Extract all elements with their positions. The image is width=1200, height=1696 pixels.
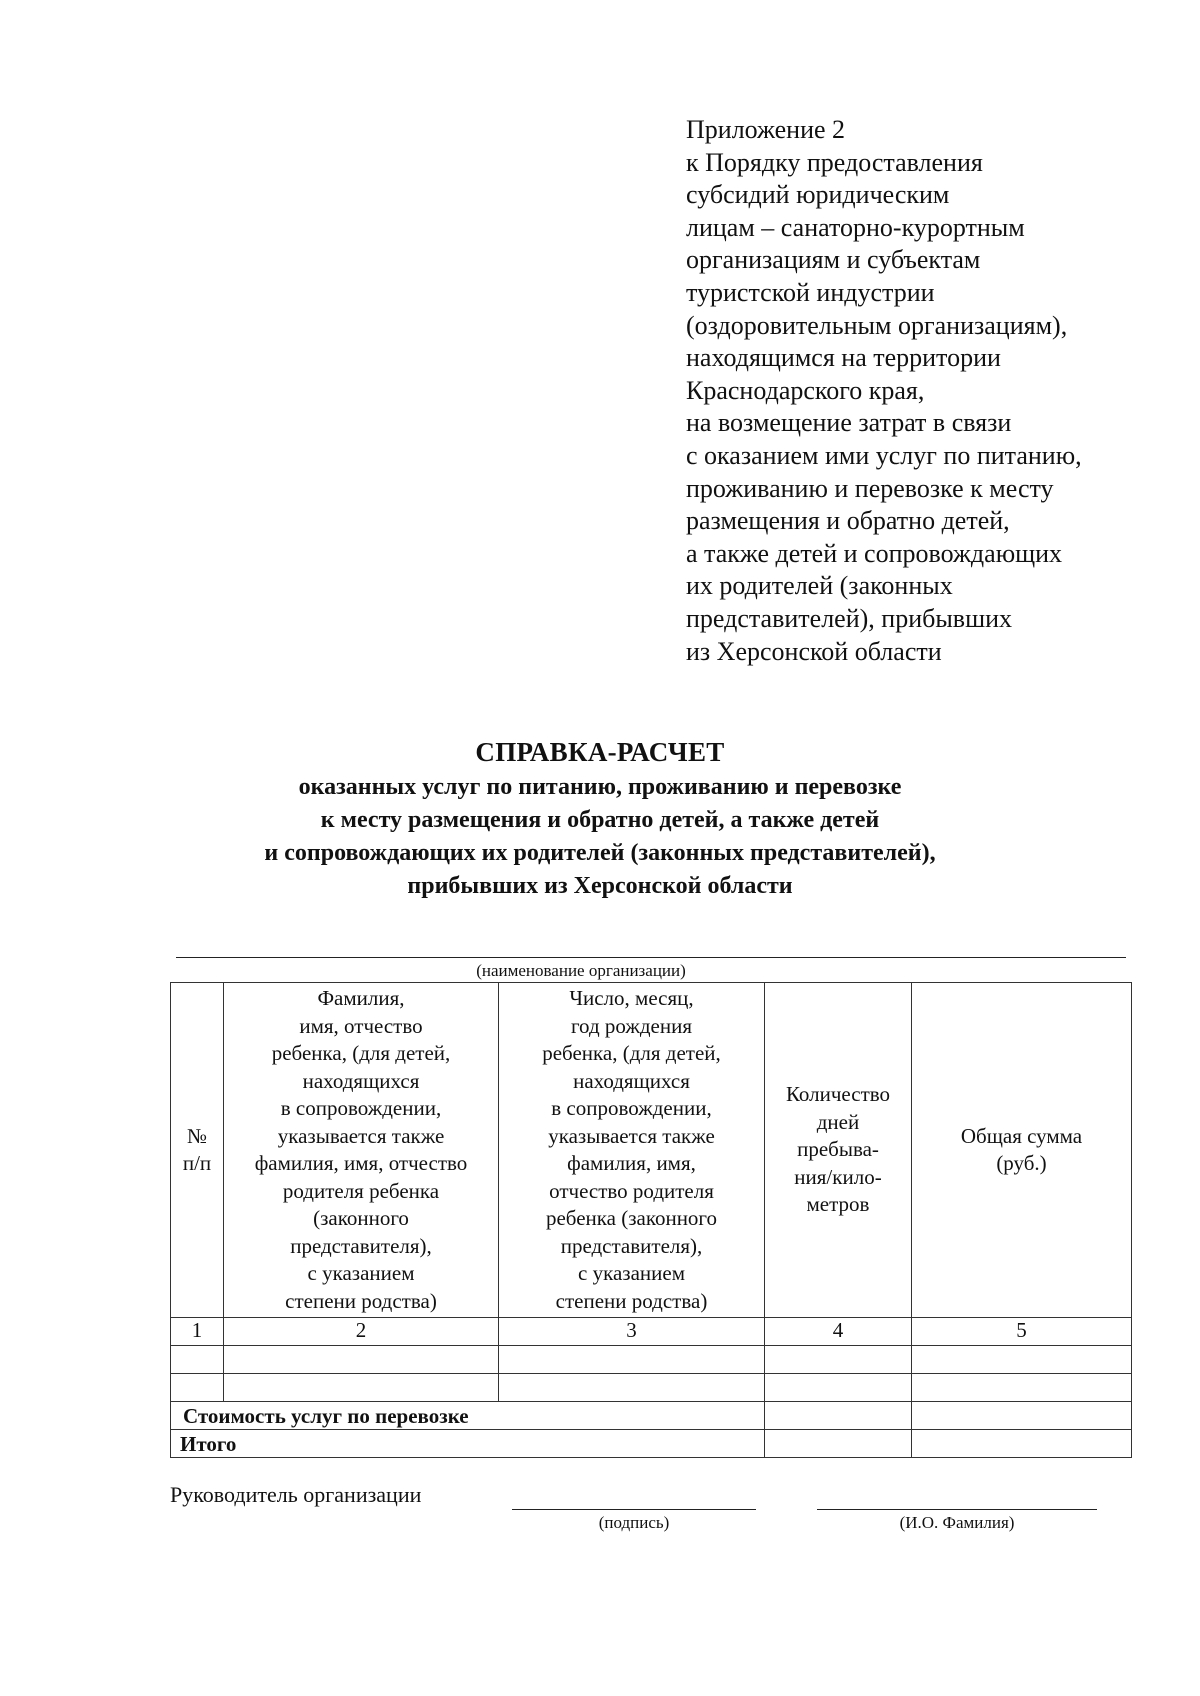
header-days: Количество дней пребыва- ния/кило- метров	[765, 983, 912, 1318]
calculation-table	[170, 982, 1132, 1458]
appendix-line: размещения и обратно детей,	[686, 506, 1010, 536]
signature-line[interactable]	[512, 1509, 756, 1510]
name-caption: (И.О. Фамилия)	[899, 1513, 1015, 1532]
title-sub-line: к месту размещения и обратно детей, а также детей	[320, 807, 880, 833]
appendix-line: организациям и субъектам	[686, 245, 981, 275]
table-cell[interactable]	[499, 1374, 765, 1402]
appendix-line: к Порядку предоставления	[686, 147, 983, 177]
table-cell[interactable]	[912, 1430, 1132, 1458]
table-cell[interactable]	[499, 1346, 765, 1374]
document-title	[0, 733, 1200, 903]
table-cell[interactable]	[765, 1346, 912, 1374]
appendix-line: (оздоровительным организациям),	[686, 310, 1068, 340]
column-number: 4	[765, 1318, 912, 1346]
appendix-line: представителей), прибывших	[686, 603, 1013, 633]
transport-cost-label: Стоимость услуг по перевозке	[171, 1402, 765, 1430]
table-cell[interactable]	[171, 1374, 224, 1402]
signature-caption: (подпись)	[598, 1513, 670, 1532]
appendix-line: с оказанием ими услуг по питанию,	[686, 440, 1082, 470]
name-line[interactable]	[817, 1509, 1097, 1510]
table-cell[interactable]	[912, 1346, 1132, 1374]
appendix-line: туристской индустрии	[686, 277, 935, 307]
transport-cost-row	[171, 1402, 1132, 1430]
table-cell[interactable]	[912, 1374, 1132, 1402]
appendix-line: Приложение 2	[686, 115, 846, 144]
title-main: СПРАВКА-РАСЧЕТ	[475, 737, 725, 767]
column-number: 2	[224, 1318, 499, 1346]
table-header-row	[171, 983, 1132, 1318]
total-row	[171, 1430, 1132, 1458]
title-sub-line: оказанных услуг по питанию, проживанию и перевозке	[298, 774, 902, 800]
column-number: 1	[171, 1318, 224, 1346]
appendix-line: на возмещение затрат в связи	[686, 408, 1012, 438]
table-cell[interactable]	[912, 1402, 1132, 1430]
organization-caption: (наименование организации)	[476, 961, 686, 980]
table-cell[interactable]	[171, 1346, 224, 1374]
table-row	[171, 1346, 1132, 1374]
table-cell[interactable]	[224, 1374, 499, 1402]
appendix-line: Краснодарского края,	[686, 375, 925, 405]
table-cell[interactable]	[224, 1346, 499, 1374]
table-cell[interactable]	[765, 1402, 912, 1430]
appendix-line: из Херсонской области	[686, 636, 942, 666]
appendix-line: субсидий юридическим	[686, 180, 950, 210]
signature-label: Руководитель организации	[170, 1482, 422, 1507]
header-birthdate: Число, месяц, год рождения ребенка, (для детей, находящихся в сопровождении, указывается также фамилия, имя, отчество родителя ребенка (законного представителя), с указанием степени родства)	[499, 983, 765, 1318]
table-cell[interactable]	[765, 1430, 912, 1458]
title-sub-line: и сопровождающих их родителей (законных представителей),	[264, 840, 936, 866]
header-number: № п/п	[171, 983, 224, 1318]
title-sub-line: прибывших из Херсонской области	[407, 873, 793, 899]
column-number: 3	[499, 1318, 765, 1346]
total-label: Итого	[171, 1430, 765, 1458]
appendix-line: проживанию и перевозке к месту	[686, 473, 1054, 503]
appendix-line: лицам – санаторно-курортным	[686, 212, 1025, 242]
table-row	[171, 1374, 1132, 1402]
table-cell[interactable]	[765, 1374, 912, 1402]
appendix-line: находящимся на территории	[686, 343, 1001, 373]
column-number: 5	[912, 1318, 1132, 1346]
table-column-numbers-row	[171, 1318, 1132, 1346]
appendix-line: их родителей (законных	[686, 571, 953, 601]
appendix-line: а также детей и сопровождающих	[686, 538, 1063, 568]
header-fullname: Фамилия, имя, отчество ребенка, (для детей, находящихся в сопровождении, указывается также фамилия, имя, отчество родителя ребенка (законного представителя), с указанием степени родства)	[224, 983, 499, 1318]
appendix-block	[686, 114, 1186, 668]
header-total-sum: Общая сумма (руб.)	[912, 983, 1132, 1318]
organization-name-line[interactable]	[176, 957, 1126, 958]
